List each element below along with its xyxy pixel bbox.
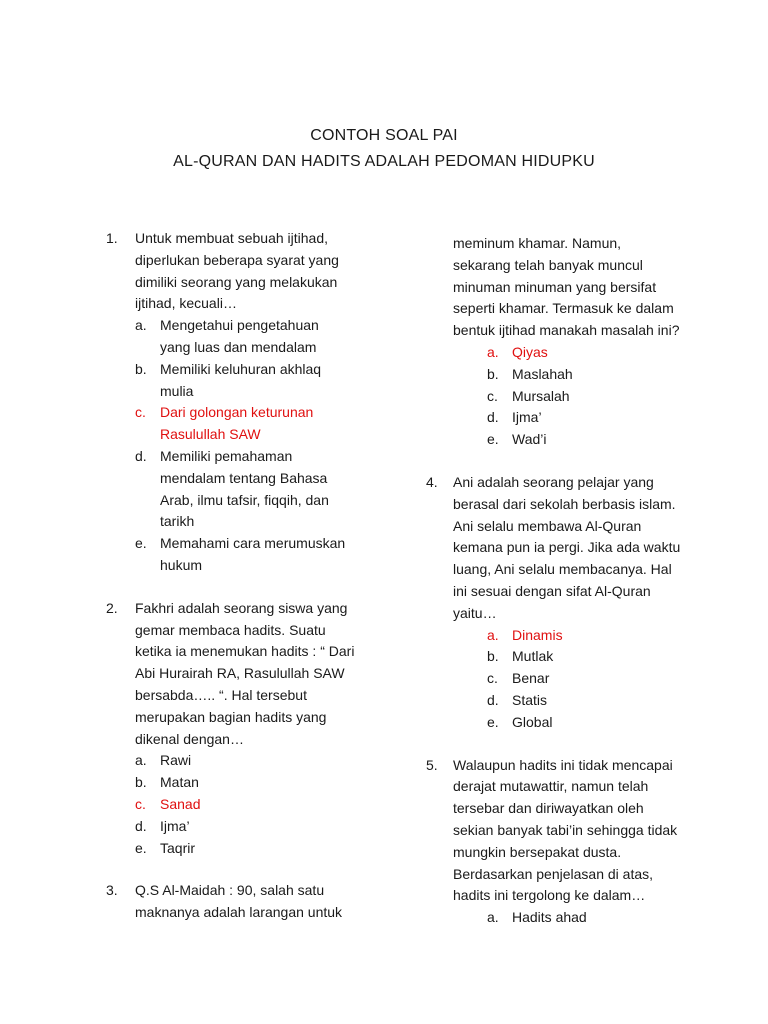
option-line: mulia xyxy=(160,382,194,399)
option-e[interactable] xyxy=(487,712,686,734)
option-c[interactable] xyxy=(135,402,366,446)
option-d[interactable] xyxy=(487,407,686,429)
question-number: 3. xyxy=(106,882,118,899)
question-number: 2. xyxy=(106,599,118,616)
question-line: dikenal dengan… xyxy=(135,730,244,747)
option-letter: c. xyxy=(487,387,498,404)
option-line: Memahami cara merumuskan xyxy=(160,535,346,552)
option-text xyxy=(160,446,329,533)
option-line: hukum xyxy=(160,556,203,573)
option-letter: a. xyxy=(487,626,499,643)
question-text xyxy=(453,233,686,342)
question-text xyxy=(135,880,366,924)
question-text xyxy=(135,598,366,751)
option-c[interactable] xyxy=(487,386,686,408)
question-line: kemana pun ia pergi. Jika ada waktu xyxy=(453,539,681,556)
option-b[interactable] xyxy=(487,364,686,386)
option-list xyxy=(135,315,366,577)
option-line: yang luas dan mendalam xyxy=(160,338,317,355)
question-line: minuman minuman yang bersifat xyxy=(453,278,657,295)
option-d[interactable] xyxy=(487,690,686,712)
option-text: Rawi xyxy=(160,752,192,769)
option-b[interactable] xyxy=(135,772,366,794)
option-a[interactable] xyxy=(487,907,686,929)
question-line: bersabda….. “. Hal tersebut xyxy=(135,686,307,703)
question-line: tersebar dan diriwayatkan oleh xyxy=(453,800,644,817)
option-line: Rasulullah SAW xyxy=(160,426,261,443)
option-letter: c. xyxy=(135,404,146,421)
option-line: Dari golongan keturunan xyxy=(160,404,314,421)
question-number: 1. xyxy=(106,230,118,246)
question-text xyxy=(453,755,686,908)
option-letter: e. xyxy=(487,431,499,448)
option-text: Benar xyxy=(512,670,550,687)
option-e[interactable] xyxy=(135,838,366,860)
option-text: Taqrir xyxy=(160,839,196,856)
question-line: Walaupun hadits ini tidak mencapai xyxy=(453,756,673,773)
option-letter: c. xyxy=(487,670,498,687)
document-title: CONTOH SOAL PAI xyxy=(310,127,458,144)
question-line: Q.S Al-Maidah : 90, salah satu xyxy=(135,882,325,899)
question-line: Ani adalah seorang pelajar yang xyxy=(453,473,654,490)
question-number: 4. xyxy=(426,473,438,490)
option-c[interactable] xyxy=(487,668,686,690)
option-text: Matan xyxy=(160,774,199,791)
option-text: Maslahah xyxy=(512,365,573,382)
option-text: Statis xyxy=(512,691,548,708)
option-text: Global xyxy=(512,713,553,730)
question-line: diperlukan beberapa syarat yang xyxy=(135,251,339,268)
option-text: Mutlak xyxy=(512,648,554,665)
question-line: bentuk ijtihad manakah masalah ini? xyxy=(453,322,680,339)
option-b[interactable] xyxy=(487,646,686,668)
option-letter: d. xyxy=(135,817,147,834)
question-line: sekian banyak tabi’in sehingga tidak xyxy=(453,821,678,838)
question-line: meminum khamar. Namun, xyxy=(453,235,622,251)
option-a[interactable] xyxy=(487,342,686,364)
option-a[interactable] xyxy=(135,750,366,772)
option-text xyxy=(160,359,321,403)
option-text: Wad’i xyxy=(512,431,547,448)
question-line: Berdasarkan penjelasan di atas, xyxy=(453,865,654,882)
option-letter: a. xyxy=(135,317,147,334)
option-a[interactable] xyxy=(135,315,366,359)
option-a[interactable] xyxy=(487,625,686,647)
question-line: dimiliki seorang yang melakukan xyxy=(135,273,338,290)
option-line: mendalam tentang Bahasa xyxy=(160,469,328,486)
option-text xyxy=(160,315,319,359)
question-line: sekarang telah banyak muncul xyxy=(453,256,643,273)
question-line: yaitu… xyxy=(453,604,497,621)
option-letter: e. xyxy=(135,839,147,856)
option-line: Memiliki keluhuran akhlaq xyxy=(160,360,322,377)
question-line: ketika ia menemukan hadits : “ Dari xyxy=(135,643,355,660)
option-text: Sanad xyxy=(160,795,201,812)
option-letter: d. xyxy=(487,691,499,708)
question-text xyxy=(135,228,366,315)
option-letter: a. xyxy=(487,909,499,926)
option-e[interactable] xyxy=(487,429,686,451)
question-line: merupakan bagian hadits yang xyxy=(135,708,327,725)
option-letter: e. xyxy=(487,713,499,730)
option-letter: d. xyxy=(487,409,499,426)
option-text: Ijma’ xyxy=(160,817,190,834)
question-5 xyxy=(426,755,686,929)
option-list xyxy=(487,625,686,734)
option-letter: b. xyxy=(135,774,147,791)
option-e[interactable] xyxy=(135,533,366,577)
option-d[interactable] xyxy=(135,446,366,533)
option-text xyxy=(160,533,345,577)
question-3-continued xyxy=(426,233,686,451)
question-line: Untuk membuat sebuah ijtihad, xyxy=(135,230,328,246)
question-line: Ani selalu membawa Al-Quran xyxy=(453,517,642,534)
question-line: hadits ini tergolong ke dalam… xyxy=(453,887,646,904)
question-line: maknanya adalah larangan untuk xyxy=(135,904,343,921)
option-text: Hadits ahad xyxy=(512,909,587,926)
question-line: Fakhri adalah seorang siswa yang xyxy=(135,599,348,616)
option-line: Memiliki pemahaman xyxy=(160,447,293,464)
question-1 xyxy=(106,228,366,577)
option-letter: e. xyxy=(135,535,147,552)
option-text: Qiyas xyxy=(512,343,548,360)
right-column xyxy=(426,233,686,950)
option-b[interactable] xyxy=(135,359,366,403)
question-number: 5. xyxy=(426,756,438,773)
option-letter: b. xyxy=(487,648,499,665)
left-column xyxy=(106,228,366,945)
option-text: Mursalah xyxy=(512,387,570,404)
question-line: gemar membaca hadits. Suatu xyxy=(135,621,326,638)
question-line: seperti khamar. Termasuk ke dalam xyxy=(453,300,674,317)
question-4 xyxy=(426,472,686,734)
question-line: luang, Ani selalu membacanya. Hal xyxy=(453,561,672,578)
option-letter: b. xyxy=(135,360,147,377)
option-letter: b. xyxy=(487,365,499,382)
document-subtitle: AL-QURAN DAN HADITS ADALAH PEDOMAN HIDUPKU xyxy=(173,153,595,170)
option-text: Ijma’ xyxy=(512,409,542,426)
option-text: Dinamis xyxy=(512,626,563,643)
question-3 xyxy=(106,880,366,924)
option-letter: d. xyxy=(135,447,147,464)
option-line: Mengetahui pengetahuan xyxy=(160,317,319,334)
question-2 xyxy=(106,598,366,860)
option-letter: c. xyxy=(135,795,146,812)
option-list xyxy=(487,907,686,929)
option-line: Arab, ilmu tafsir, fiqqih, dan xyxy=(160,491,329,508)
option-list xyxy=(487,342,686,451)
option-d[interactable] xyxy=(135,816,366,838)
option-line: tarikh xyxy=(160,513,195,530)
option-letter: a. xyxy=(135,752,147,769)
option-list xyxy=(135,750,366,859)
question-line: ini sesuai dengan sifat Al-Quran xyxy=(453,582,651,599)
question-line: mungkin bersepakat dusta. xyxy=(453,843,622,860)
question-text xyxy=(453,472,686,625)
question-line: berasal dari sekolah berbasis islam. xyxy=(453,495,676,512)
option-c[interactable] xyxy=(135,794,366,816)
question-line: ijtihad, kecuali… xyxy=(135,295,237,312)
option-text xyxy=(160,402,313,446)
option-letter: a. xyxy=(487,343,499,360)
question-line: derajat mutawattir, namun telah xyxy=(453,778,649,795)
question-line: Abi Hurairah RA, Rasulullah SAW xyxy=(135,665,345,682)
